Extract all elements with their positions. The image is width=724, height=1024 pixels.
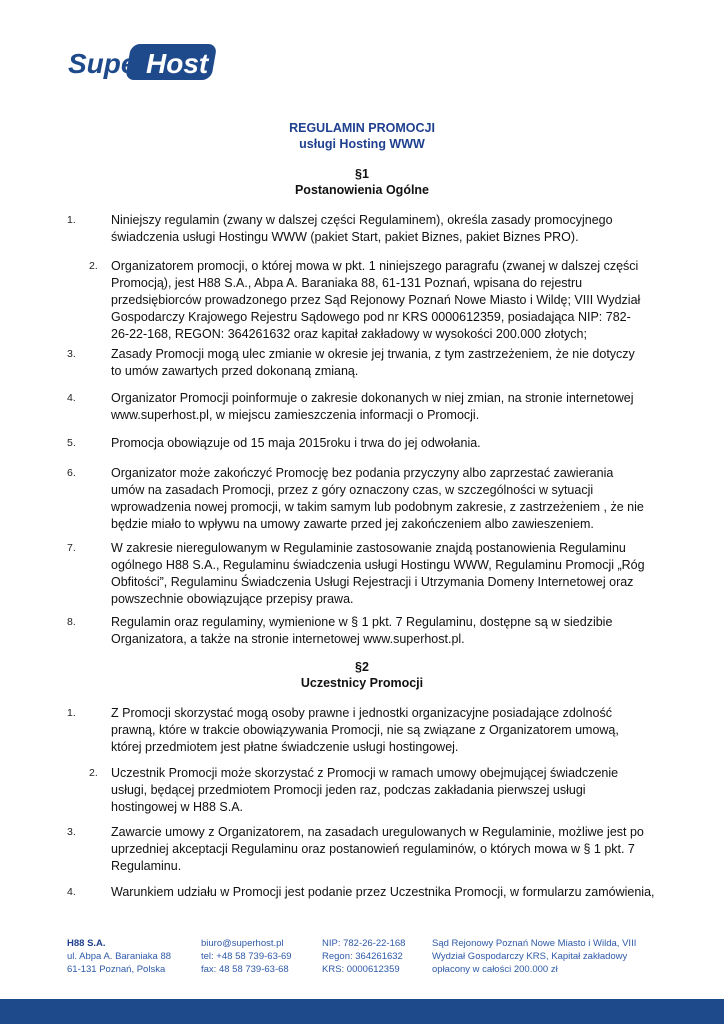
footer-krs: KRS: 0000612359 bbox=[322, 964, 400, 975]
item-number: 2. bbox=[89, 260, 98, 272]
item-text: Organizator może zakończyć Promocję bez podania przyczyny albo zaprzestać zawierania umów na zasadach Promocji, przez z góry oznaczony czas, w szczególności w sytuacji wprowadzenia nowej promocji, w takim samym lub podobnym zakresie, z zastrzeżeniem , że nie będzie miało to wpływu na umowy zawarte przed jej zakończeniem albo zawieszeniem. bbox=[111, 466, 644, 531]
item-text: Zasady Promocji mogą ulec zmianie w okresie jej trwania, z tym zastrzeżeniem, że nie dotyczy to umów zawartych przed dokonaną zmianą. bbox=[111, 347, 635, 378]
document-title: REGULAMIN PROMOCJI bbox=[289, 121, 435, 135]
footer-company bbox=[67, 937, 171, 976]
footer-nip: NIP: 782-26-22-168 bbox=[322, 938, 406, 949]
footer-court bbox=[432, 937, 636, 976]
footer-company-name: H88 S.A. bbox=[67, 938, 106, 949]
logo-text-host: Host bbox=[146, 48, 209, 79]
footer-email: biuro@superhost.pl bbox=[201, 938, 284, 949]
item-number: 1. bbox=[67, 214, 76, 226]
footer-phone: tel: +48 58 739-63-69 bbox=[201, 951, 292, 962]
footer-address-city: 61-131 Poznań, Polska bbox=[67, 964, 166, 975]
item-text: Uczestnik Promocji może skorzystać z Promocji w ramach umowy obejmującej świadczenie usługi, będącej przedmiotem Promocji jeden raz, podczas zakładania pierwszej usługi hostingowej w H88 S.A. bbox=[111, 766, 619, 814]
footer-court-line: Wydział Gospodarczy KRS, Kapitał zakładowy bbox=[432, 951, 628, 962]
section-1-heading: Postanowienia Ogólne bbox=[294, 183, 430, 197]
item-number: 3. bbox=[67, 826, 76, 838]
item-number: 7. bbox=[67, 542, 76, 554]
item-number: 2. bbox=[89, 767, 98, 779]
section-2-heading: Uczestnicy Promocji bbox=[300, 676, 424, 690]
footer-fax: fax: 48 58 739-63-68 bbox=[201, 964, 289, 975]
footer-court-line: Sąd Rejonowy Poznań Nowe Miasto i Wilda, VIII bbox=[432, 938, 637, 949]
item-number: 3. bbox=[67, 348, 76, 360]
footer-registry bbox=[322, 937, 405, 976]
footer-court-line: opłacony w całości 200.000 zł bbox=[432, 964, 558, 975]
document-subtitle: usługi Hosting WWW bbox=[299, 137, 425, 151]
section-1-number: §1 bbox=[355, 167, 369, 181]
item-number: 4. bbox=[67, 886, 76, 898]
footer-regon: Regon: 364261632 bbox=[322, 951, 403, 962]
item-text: Warunkiem udziału w Promocji jest podanie przez Uczestnika Promocji, w formularzu zamówienia, bbox=[111, 885, 655, 899]
item-number: 5. bbox=[67, 437, 76, 449]
logo-text-super: Super bbox=[68, 48, 148, 79]
item-text: Organizator Promocji poinformuje o zakresie dokonanych w niej zmian, na stronie internetowej www.superhost.pl, w miejscu zamieszczenia informacji o Promocji. bbox=[111, 391, 634, 422]
footer-bar bbox=[0, 999, 724, 1024]
item-text: W zakresie nieregulowanym w Regulaminie zastosowanie znajdą postanowienia Regulaminu ogólnego H88 S.A., Regulaminu świadczenia usługi Hostingu WWW, Regulaminu Promocji „Róg Obfitości”, Regulaminu Świadczenia Usługi Rejestracji i Utrzymania Domeny Internetowej oraz powszechnie obowiązujące przepisy prawa. bbox=[111, 541, 645, 606]
item-text: Regulamin oraz regulaminy, wymienione w § 1 pkt. 7 Regulaminu, dostępne są w siedzibie Organizatora, a także na stronie internetowej www.superhost.pl. bbox=[111, 615, 613, 646]
item-number: 4. bbox=[67, 392, 76, 404]
section-2-number: §2 bbox=[355, 660, 369, 674]
item-text: Niniejszy regulamin (zwany w dalszej części Regulaminem), określa zasady promocyjnego świadczenia usługi Hostingu WWW (pakiet Start, pakiet Biznes, pakiet Biznes PRO). bbox=[111, 213, 613, 244]
superhost-logo bbox=[66, 40, 220, 84]
item-text: Z Promocji skorzystać mogą osoby prawne i jednostki organizacyjne posiadające zdolność prawną, które w trakcie obowiązywania Promocji, nie są związane z Organizatorem umową, której przedmiotem jest płatne świadczenie usługi hostingowej. bbox=[111, 706, 619, 754]
item-number: 6. bbox=[67, 467, 76, 479]
footer-address-street: ul. Abpa A. Baraniaka 88 bbox=[67, 951, 172, 962]
item-text: Organizatorem promocji, o której mowa w pkt. 1 niniejszego paragrafu (zwanej w dalszej części Promocją), jest H88 S.A., Abpa A. Baraniaka 88, 61-131 Poznań, wpisana do rejestru przedsiębiorców prowadzonego przez Sąd Rejonowy Poznań Nowe Miasto i Wildę; VIII Wydział Gospodarczy Krajowego Rejestru Sądowego pod nr KRS 0000612359, posiadająca NIP: 782-26-22-168, REGON: 364261632 oraz kapitał zakładowy w wysokości 200.000 złotych; bbox=[111, 259, 641, 341]
item-text: Promocja obowiązuje od 15 maja 2015roku i trwa do jej odwołania. bbox=[111, 436, 481, 450]
item-number: 1. bbox=[67, 707, 76, 719]
item-number: 8. bbox=[67, 616, 76, 628]
item-text: Zawarcie umowy z Organizatorem, na zasadach uregulowanych w Regulaminie, możliwe jest po uprzedniej akceptacji Regulaminu oraz postanowień regulaminów, o których mowa w § 1 pkt. 7 Regulaminu. bbox=[111, 825, 644, 873]
footer-contact bbox=[201, 937, 292, 976]
